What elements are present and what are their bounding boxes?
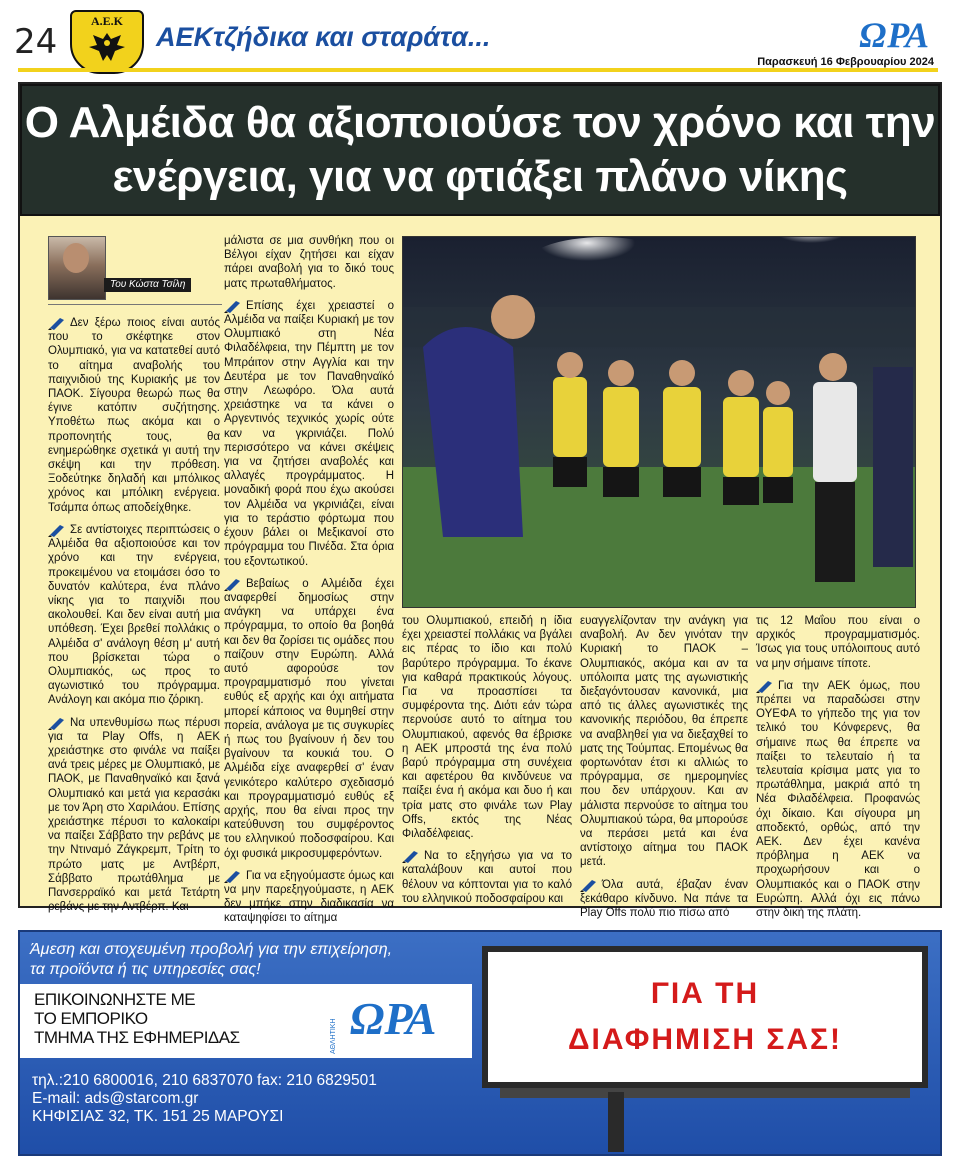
headline: Ο Αλμέιδα θα αξιοποιούσε τον χρόνο και την ενέργεια, για να φτιάξει πλάνο νίκης [24, 98, 936, 201]
advertisement [18, 930, 942, 1156]
paragraph: μάλιστα σε μια συνθήκη που οι Βέλγοι είχαν ζητήσει και είχαν πάρει αναβολή για το δικό τους ματς πρωταθλήματος. [224, 235, 394, 290]
ad-phones: τηλ.:210 6800016, 210 6837070 fax: 210 6829501 [32, 1072, 377, 1089]
aek-logo [70, 10, 144, 74]
ad-address: ΚΗΦΙΣΙΑΣ 32, ΤΚ. 151 25 ΜΑΡΟΥΣΙ [32, 1108, 284, 1125]
paragraph: Σε αντίστοιχες περιπτώσεις ο Αλμέιδα θα αξιοποιούσε και τον χρόνο και την ενέργεια, προκειμένου να ετοιμάσει όσο το δυνατόν καλύτερα, ένα πλάνο νίκης για το παιχνίδι που ακολουθεί. Και δεν είναι αυτή μια υπόθεση. Έχει βρεθεί πολλάκις ο Αλμέιδα σ' ανάλογη θέση μ' αυτή που βρίσκεται τώρα ο Ολυμπιακός, ως προς το αγωνιστικό του πρόγραμμα. Ανάλογη και ακόμα πιο ζόρικη. [48, 523, 220, 707]
billboard-line-1: ΓΙΑ ΤΗ [650, 977, 760, 1010]
headline-box [20, 84, 940, 216]
aek-logo-text: Α.Ε.Κ [90, 14, 123, 28]
pen-icon [224, 869, 242, 883]
pen-icon [756, 679, 774, 693]
ad-newspaper-logo: ΩΡΑ [350, 993, 437, 1044]
pen-icon [48, 316, 66, 330]
page-number: 24 [14, 22, 58, 62]
ad-tagline: Άμεση και στοχευμένη προβολή για την επιχείρηση, τα προϊόντα ή τις υπηρεσίες σας! [30, 941, 393, 978]
paragraph: Να υπενθυμίσω πως πέρυσι για τα Play Offs, η ΑΕΚ χρειάστηκε στο φινάλε να παίξει ανά τρεις μέρες με Ολυμπιακό, με ΠΑΟΚ, με Παναθηναϊκό και ξανά Ολυμπιακό και μετά για κερασάκι με τον Άρη στο Χαριλάου. Επίσης χρειάστηκε πέρυσι το καλοκαίρι να παίξει Σάββατο την ρεβάνς με την Ντιναμό Ζάγκρεμπ, Τρίτη το πρώτο ματς με Αντβέρπ, Σάββατο πρωτάθλημα με Πανσερραϊκό και μετά Τετάρτη ρεβάνς με την Αντβέρπ. Και [48, 716, 220, 914]
article-column-3 [402, 614, 572, 914]
ad-email[interactable]: E-mail: ads@starcom.gr [32, 1090, 199, 1107]
author-byline [48, 236, 228, 300]
billboard-line-2: ΔΙΑΦΗΜΙΣΗ ΣΑΣ! [567, 1023, 843, 1056]
match-photo-image [403, 237, 915, 607]
pen-icon [224, 299, 242, 313]
article-column-2 [224, 234, 394, 934]
article-column-4 [580, 614, 748, 928]
paragraph: Δεν ξέρω ποιος είναι αυτός που το σκέφτηκε στον Ολυμπιακό, για να κατατεθεί αυτό το αίτημα αναβολής του παιχνιδιού της Κυριακής με τον ΠΑΟΚ. Σίγουρα θεωρώ πως θα έγινε κατόπιν συζήτησης. Υποθέτω πως ακόμα και ο προπονητής τους, θα ενημερώθηκε σχετικά γι αυτή την σκέψη και την πρόθεση. Ξοδεύτηκε δηλαδή και μπόλικος χρόνος και μπόλικη ενέργεια. Τσάμπα όπως αποδείχθηκε. [48, 317, 220, 514]
pen-icon [224, 577, 242, 591]
paragraph: Να το εξηγήσω για να το καταλάβουν και αυτοί που θέλουν να κόπτονται για το καλό του ελληνικού ποδοσφαίρου και [402, 850, 572, 905]
paragraph: του Ολυμπιακού, επειδή η ίδια έχει χρειαστεί πολλάκις να βγάλει εις πέρας το ίδιο και πολύ βαρύτερο πρόγραμμα. Το έκανε για καθαρά πρακτικούς λόγους. Για να προασπίσει τα συμφέροντα της. Διότι εάν τώρα περνούσε αυτό το αίτημα του Ολυμπιακού, αφενός θα έβρισκε η ΑΕΚ μπροστά της ένα πολύ βαρύ πρόγραμμα στη συνέχεια και αφετέρου θα κινδύνευε να παίξει ένα ή ακόμα και δυο ή και τρία ματς στο φινάλε των Play Offs, εκτός της Νέας Φιλαδέλφειας. [402, 615, 572, 841]
billboard-rail [500, 1088, 910, 1098]
article-column-1 [48, 316, 220, 922]
billboard [482, 946, 928, 1088]
issue-date: Παρασκευή 16 Φεβρουαρίου 2024 [757, 56, 934, 68]
ad-contact-text: ΕΠΙΚΟΙΝΩΝΗΣΤΕ ΜΕ ΤΟ ΕΜΠΟΡΙΚΟ ΤΜΗΜΑ ΤΗΣ ΕΦΗΜΕΡΙΔΑΣ [34, 990, 240, 1047]
pen-icon [48, 716, 66, 730]
ad-contact-details [32, 1072, 377, 1126]
paragraph: Για να εξηγούμαστε όμως και να μην παρεξηγούμαστε, η ΑΕΚ δεν μπήκε στην διαδικασία να καταψηφίσει το αίτημα [224, 869, 394, 925]
article [18, 82, 942, 925]
pen-icon [402, 849, 420, 863]
paragraph: Επίσης έχει χρειαστεί ο Αλμέιδα να παίξει Κυριακή με τον Ολυμπιακό στη Νέα Φιλαδέλφεια, την Πέμπτη με τον Μπράιτον στην Αγγλία και την Δευτέρα με τον Παναθηναϊκό στην Λεωφόρο. Όλα αυτά χρειάστηκε να τα κάνει ο Αργεντινός τεχνικός χωρίς ούτε καν να γκρινιάζει. Πολύ περισσότερο να κάνει σκέψεις για να ζητήσει αναβολές και αλλαγές προγράμματος. Η μοναδική φορά που έχω ακούσει τον Αλμέιδα να γκρινιάζει, είναι για το τεράστιο φόρτωμα που έχουν βάλει οι Μεξικανοί στο πρόγραμμα του Πινέδα. Στα όρια του εξοντωτικού. [224, 299, 394, 568]
byline-divider [48, 304, 222, 305]
author-photo [48, 236, 106, 300]
pen-icon [48, 523, 66, 537]
eagle-icon [87, 29, 127, 63]
paragraph: Για την ΑΕΚ όμως, που πρέπει να παραδώσει στην ΟΥΕΦΑ το γήπεδο της για τον τελικό του Κόνφερενς, θα σήμαινε πως θα έπρεπε να παίξει το τελευταίο ή τα τελευταία κρίσιμα ματς για το πρωτάθλημα, μακριά από τη Νέα Φιλαδέλφεια. Προφανώς όχι δίκαιο. Και σίγουρα μη αποδεκτό, ορθώς, από την ΑΕΚ. Δεν έχει κανένα πρόβλημα η ΑΕΚ να προχωρήσουν και ο Ολυμπιακός και ο ΠΑΟΚ στην Ευρώπη. Αλλά όχι εις πάνω στην δική της πλάτη. [756, 679, 920, 920]
section-title: ΑΕΚτζήδικα και σταράτα... [156, 22, 491, 52]
paragraph: ευαγγελίζονταν την ανάγκη για αναβολή. Αν δεν γινόταν την Κυριακή το ΠΑΟΚ – Ολυμπιακός, ακόμα και αν τα υπόλοιπα ματς της αγωνιστικής διεξαγόντουσαν κανονικά, μια από τις άλλες αγωνιστικές της κανονικής περιόδου, θα έπρεπε να αναβληθεί για να διεξαχθεί το ματς της Τούμπας. Επομένως θα φορτωνόταν έτσι κι αλλιώς το πρόγραμμα, σε ημερομηνίες που δεν υπάρχουν. Και αν μάλιστα περνούσε το αίτημα του Ολυμπιακού τώρα, θα μπορούσε να περάσει μετά και ένα αντίστοιχο αίτημα του ΠΑΟΚ μετά. [580, 615, 748, 869]
paragraph: τις 12 Μαΐου που είναι ο αρχικός προγραμματισμός. Ίσως για τους υπόλοιπους αυτό να μην σήμαινε τίποτε. [756, 615, 920, 670]
author-name: Του Κώστα Τσίλη [104, 278, 191, 292]
ad-logo-subtitle: ΑΘΛΗΤΙΚΗ [330, 1018, 337, 1054]
newspaper-logo: ΩΡΑ [859, 15, 930, 55]
billboard-post [608, 1092, 624, 1152]
header-divider [18, 68, 938, 72]
article-column-5 [756, 614, 920, 928]
article-photo [402, 236, 916, 608]
paragraph: Βεβαίως ο Αλμέιδα έχει αναφερθεί δημοσίως στην ανάγκη να υπάρχει ένα πρόγραμμα, το οποίο θα βοηθά και δεν θα ζορίσει τις ομάδες που παίζουν στην Ευρώπη. Αλλά αυτό αφορούσε τον προγραμματισμό που γίνεται ευθύς εξ αρχής και όχι αιτήματα μπορεί κάποιος να θυμηθεί στην πορεία, ανάλογα με τις συγκυρίες ή πως του βγαίνουν ή δεν του βγαίνουν τα κουκιά του. Ο Αλμέιδα είχε αναφερθεί σ' έναν γενικότερο καλύτερο σχεδιασμό και προγραμματισμό ευθύς εξ αρχής, που θα είναι προς την κατεύθυνση του συμφέροντος του ελληνικού ποδοσφαίρου. Και όχι φυσικά μικροσυμφερόντων. [224, 577, 394, 860]
pen-icon [580, 878, 598, 892]
page-header [0, 0, 960, 78]
paragraph: Όλα αυτά, έβαζαν έναν ξεκάθαρο κίνδυνο. Να πάνε τα Play Offs πολύ πιο πίσω από [580, 878, 748, 920]
